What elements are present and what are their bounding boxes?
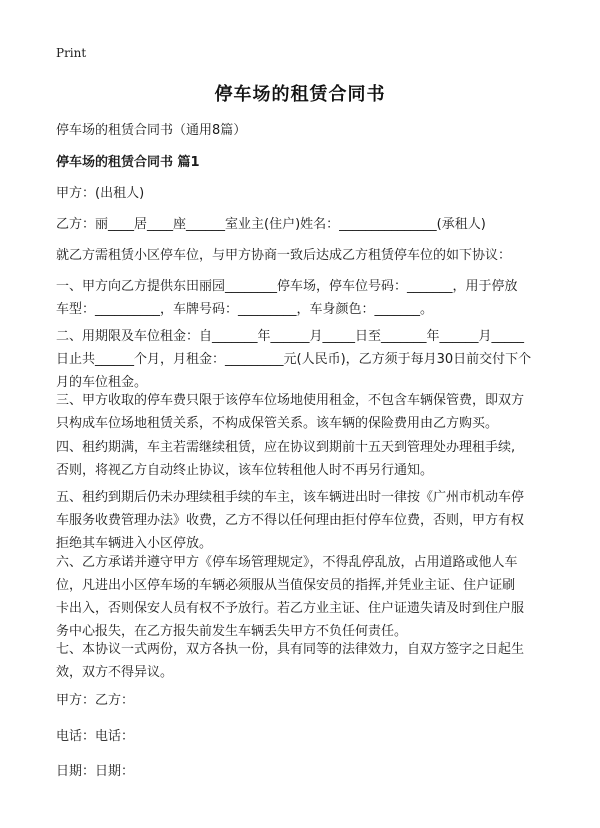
document-title: 停车场的租赁合同书 bbox=[214, 84, 386, 105]
clause-2-line: 月的车位租金。 bbox=[56, 375, 148, 390]
clause-1-line: 一、甲方向乙方提供东田丽园________停车场，停车位号码：_______，用于停放 bbox=[56, 279, 518, 294]
signature-parties-line: 甲方：乙方： bbox=[56, 693, 135, 708]
clause-5-line: 五、租约到期后仍未办理续租手续的车主，该车辆进出时一律按《广州市机动车停 bbox=[56, 490, 525, 505]
signature-date-line: 日期：日期： bbox=[56, 764, 135, 779]
clause-4 bbox=[56, 436, 548, 482]
clause-6-line: 卡出入，否则保安人员有权不予放行。若乙方业主证、住户证遗失请及时到住户服 bbox=[56, 601, 525, 616]
section-heading: 停车场的租赁合同书 篇1 bbox=[56, 155, 200, 170]
clause-4-line: 四、租约期满，车主若需继续租赁，应在协议到期前十五天到管理处办理租手续, bbox=[56, 440, 516, 455]
clause-7-line: 七、本协议一式两份，双方各执一份，具有同等的法律效力，自双方签字之日起生 bbox=[56, 642, 525, 657]
party-b-line: 乙方：丽____居____座______室业主(住户)姓名：_______________(承租人) bbox=[56, 217, 486, 232]
party-a-line: 甲方：(出租人) bbox=[56, 186, 145, 201]
clause-4-line: 否则，将视乙方自动终止协议，该车位转租他人时不再另行通知。 bbox=[56, 463, 434, 478]
clause-3-line: 只构成车位场地租赁关系，不构成保管关系。该车辆的保险费用由乙方购买。 bbox=[56, 416, 499, 431]
clause-5-line: 车服务收费管理办法》收费，乙方不得以任何理由拒付停车位费，否则，甲方有权 bbox=[56, 513, 525, 528]
clause-2 bbox=[56, 325, 548, 394]
intro-paragraph: 就乙方需租赁小区停车位，与甲方协商一致后达成乙方租赁停车位的如下协议： bbox=[56, 248, 512, 263]
clause-6-line: 六、乙方承诺并遵守甲方《停车场管理规定》，不得乱停乱放，占用道路或他人车 bbox=[56, 555, 518, 570]
clause-3-line: 三、甲方收取的停车费只限于该停车位场地使用租金，不包含车辆保管费，即双方 bbox=[56, 393, 525, 408]
clause-2-line: 日止共______个月，月租金：_________元(人民币)，乙方须于每月30日前交付下个 bbox=[56, 352, 532, 367]
clause-7-line: 效，双方不得异议。 bbox=[56, 665, 174, 680]
document-subtitle: 停车场的租赁合同书（通用8篇） bbox=[56, 123, 247, 138]
clause-7 bbox=[56, 638, 548, 684]
print-label[interactable]: Print bbox=[56, 46, 87, 60]
clause-1-line: 车型：__________，车牌号码：_________，车身颜色：_______。 bbox=[56, 302, 434, 317]
clause-6-line: 位，凡进出小区停车场的车辆必须服从当值保安员的指挥,并凭业主证、住户证刷 bbox=[56, 578, 516, 593]
clause-5 bbox=[56, 486, 548, 555]
signature-phone-line: 电话：电话： bbox=[56, 729, 135, 744]
clause-3 bbox=[56, 389, 548, 435]
clause-5-line: 拒绝其车辆进入小区停放。 bbox=[56, 536, 213, 551]
clause-6-line: 务中心报失，在乙方报失前发生车辆丢失甲方不负任何责任。 bbox=[56, 624, 408, 639]
clause-6 bbox=[56, 551, 548, 643]
clause-2-line: 二、用期限及车位租金：自_______年______月_____日至_______年______月_____ bbox=[56, 329, 525, 344]
clause-1 bbox=[56, 275, 548, 321]
